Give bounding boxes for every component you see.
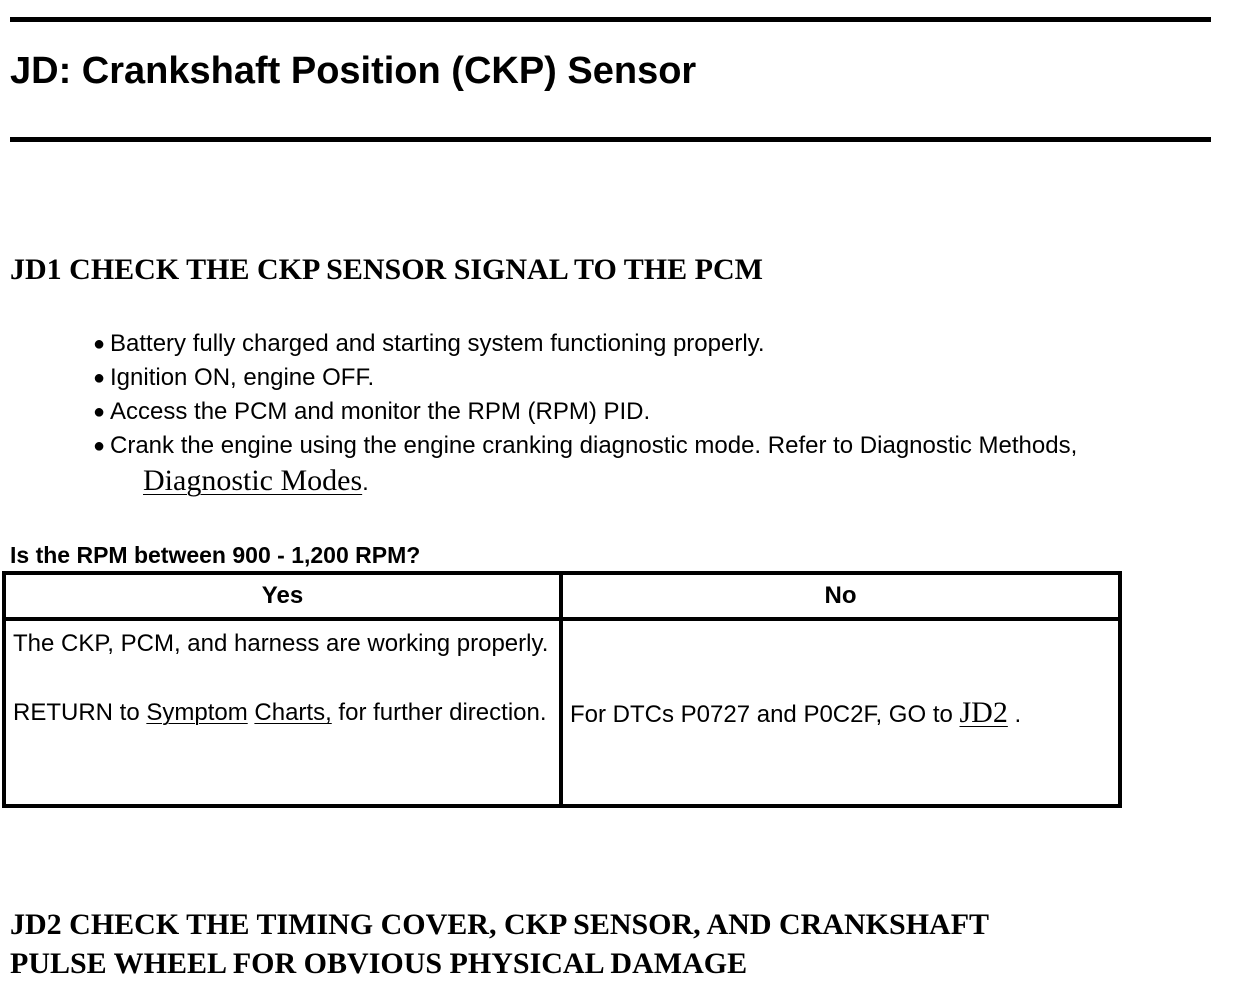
bullet-icon: ● bbox=[93, 401, 106, 423]
yes-cell bbox=[4, 619, 561, 806]
bullet-icon: ● bbox=[93, 333, 106, 355]
return-tail: for further direction. bbox=[338, 699, 547, 726]
title-divider bbox=[10, 137, 1211, 142]
charts-link[interactable]: Charts, bbox=[254, 699, 332, 726]
top-divider bbox=[10, 17, 1211, 22]
yes-column-header: Yes bbox=[4, 573, 561, 619]
bullet-text: Ignition ON, engine OFF. bbox=[110, 364, 375, 391]
symptom-link[interactable]: Symptom bbox=[146, 699, 248, 726]
table-row bbox=[4, 619, 1120, 806]
bullet-text: Battery fully charged and starting system functioning properly. bbox=[110, 330, 765, 357]
rpm-question: Is the RPM between 900 - 1,200 RPM? bbox=[10, 542, 421, 568]
diagnostic-modes-link[interactable]: Diagnostic Modes bbox=[143, 464, 363, 497]
bullet-end-punctuation: . bbox=[362, 469, 369, 496]
list-item bbox=[92, 429, 1077, 501]
jd1-heading: JD1 CHECK THE CKP SENSOR SIGNAL TO THE PCM bbox=[10, 253, 763, 286]
jd1-conditions-list bbox=[92, 327, 1077, 501]
no-result-text: For DTCs P0727 and P0C2F, GO to bbox=[570, 700, 953, 728]
bullet-icon: ● bbox=[93, 435, 106, 457]
bullet-text: Access the PCM and monitor the RPM (RPM) PID. bbox=[110, 398, 651, 425]
bullet-icon: ● bbox=[93, 367, 106, 389]
jd2-heading-line1: JD2 CHECK THE TIMING COVER, CKP SENSOR, AND CRANKSHAFT bbox=[10, 908, 990, 941]
bullet-text: Crank the engine using the engine cranking diagnostic mode. Refer to Diagnostic Methods, bbox=[110, 432, 1078, 459]
page-title: JD: Crankshaft Position (CKP) Sensor bbox=[10, 50, 697, 92]
yes-no-table bbox=[2, 571, 1122, 808]
yes-result-text: The CKP, PCM, and harness are working properly. bbox=[13, 630, 549, 657]
table-header-row bbox=[4, 573, 1120, 619]
jd2-heading bbox=[10, 905, 989, 983]
bullet-continuation bbox=[110, 463, 1077, 501]
list-item bbox=[92, 395, 1077, 429]
no-column-header: No bbox=[561, 573, 1120, 619]
yes-return-text bbox=[13, 696, 553, 729]
return-label: RETURN to bbox=[13, 699, 140, 726]
list-item bbox=[92, 361, 1077, 395]
no-cell bbox=[561, 619, 1120, 806]
jd2-heading-line2: PULSE WHEEL FOR OBVIOUS PHYSICAL DAMAGE bbox=[10, 947, 748, 980]
no-end-punctuation: . bbox=[1014, 700, 1022, 728]
list-item bbox=[92, 327, 1077, 361]
jd2-link[interactable]: JD2 bbox=[959, 695, 1008, 729]
